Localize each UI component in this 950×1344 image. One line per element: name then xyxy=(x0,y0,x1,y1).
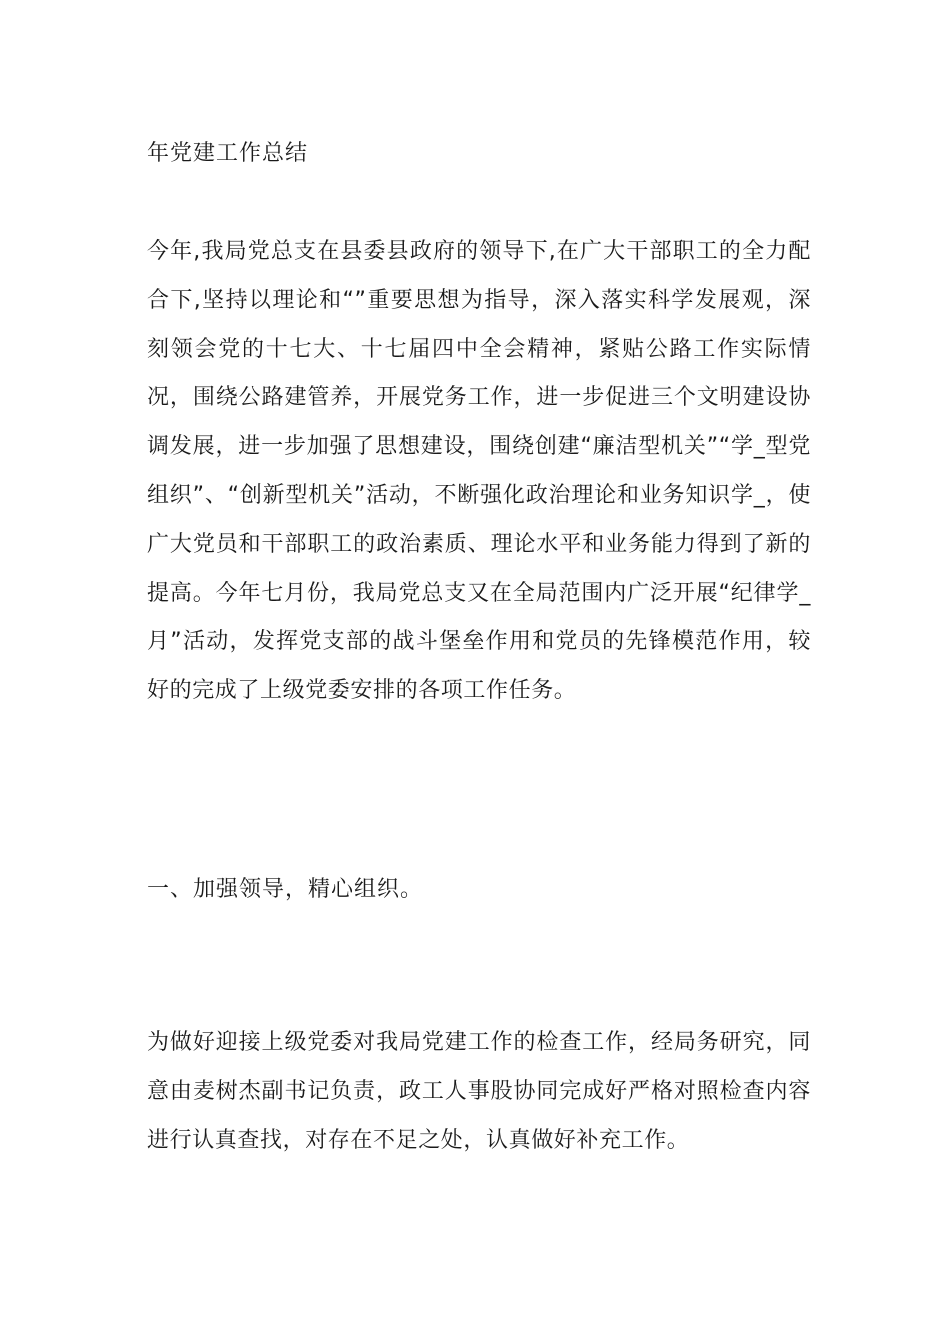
section-paragraph-1: 为做好迎接上级党委对我局党建工作的检查工作，经局务研究，同意由麦树杰副书记负责，政工人事股协同完成好严格对照检查内容进行认真查找，对存在不足之处，认真做好补充工作。 xyxy=(147,1030,811,1153)
intro-paragraph: 今年,我局党总支在县委县政府的领导下,在广大干部职工的全力配合下,坚持以理论和“”重要思想为指导，深入落实科学发展观，深刻领会党的十七大、十七届四中全会精神，紧贴公路工作实际情况，围绕公路建管养，开展党务工作，进一步促进三个文明建设协调发展，进一步加强了思想建设，围绕创建“廉洁型机关”“学_型党组织”、“创新型机关”活动，不断强化政治理论和业务知识学_，使广大党员和干部职工的政治素质、理论水平和业务能力得到了新的提高。今年七月份，我局党总支又在全局范围内广泛开展“纪律学_月”活动，发挥党支部的战斗堡垒作用和党员的先锋模范作用，较好的完成了上级党委安排的各项工作任务。 xyxy=(147,239,811,704)
document-title: 年党建工作总结 xyxy=(147,141,309,166)
section-heading-1: 一、加强领导，精心组织。 xyxy=(147,877,424,902)
